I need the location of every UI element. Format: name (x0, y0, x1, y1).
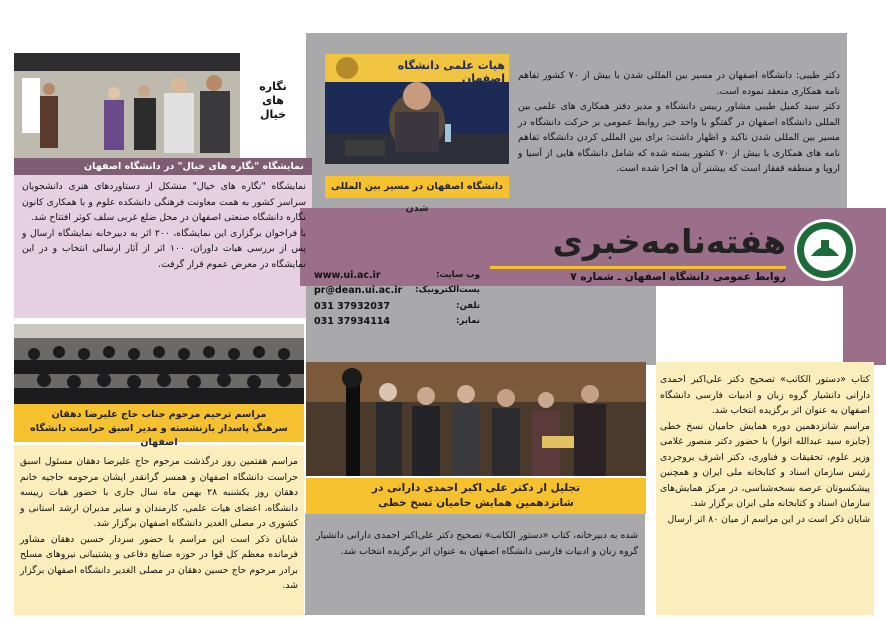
exhibition-logo (248, 80, 298, 122)
award-ceremony-image (306, 362, 646, 476)
award-body-right (660, 372, 870, 527)
exhibition-photo (14, 53, 240, 158)
award-right-paragraph: مراسم شانزدهمین دوره همایش حامیان نسخ خطی (جایزه سید عبدالله انوار) با حضور دکتر منصور غلامی وزیر علوم، تحقیقات و فناوری، دکتر اشرف بروجردی رئیس سازمان اسناد و کتابخانه ملی ایران و همچنین پیشکسوتان عرصه نسخه‌شناسی، در مرکز همایش‌های سازمان اسناد و کتابخانه ملی ایران برگزار شد. (660, 420, 870, 509)
exhibition-image (14, 53, 240, 158)
email-value[interactable]: pr@dean.ui.ac.ir (314, 285, 403, 296)
award-photo (306, 362, 646, 476)
memorial-paragraph: مراسم هفتمین روز درگذشت مرحوم حاج علیرضا دهقان مسئول اسبق حراست دانشگاه اصفهان و همسر گرانقدر ایشان مرحومه حاجیه خانم دهقان روز یکشنبه ۲۸ بهمن ماه سال جاری با حضور هیات رییسه دانشگاه، اعضای هیات علمی، کارمندان و سایر مدیران ارشد استانی و کشوری در مصلی الغدیر دانشگاه اصفهان برگزار شد. (20, 456, 298, 529)
award-paragraph: شده به دبیرخانه، کتاب «دستور الکاتب» تصحیح دکتر علی‌اکبر احمدی دارانی دانشیار گروه زبان و ادبیات فارسی دانشگاه اصفهان به عنوان اثر برگزیده انتخاب شد. (316, 530, 638, 557)
logo-line: خیال (259, 108, 287, 121)
university-seal-icon (793, 218, 857, 282)
fax-value: 031 37934114 (314, 316, 391, 327)
international-caption: دانشگاه اصفهان در مسیر بین المللی شدن (325, 176, 509, 198)
memorial-paragraph: شایان ذکر است این مراسم با حضور سردار حسین دهقان مشاور فرمانده معظم کل قوا در حوزه صنایع دفاعی و پشتیبانی نیروهای مسلح برادر مرحوم حاج حسین دهقان در مصلی الغدیر دانشگاه اصفهان برگزار شد. (20, 533, 298, 591)
memorial-caption-line: مراسم ترحیم مرحوم جناب حاج علیرضا دهقان (51, 409, 267, 420)
exhibition-caption: نمایشگاه "نگاره های خیال" در دانشگاه اصفهان (14, 158, 312, 175)
email-label: پست‌الکترونیک: (415, 285, 480, 295)
award-caption-line: تجلیل از دکتر علی اکبر احمدی دارانی در (371, 482, 581, 494)
fax-label: نمابر: (456, 316, 480, 326)
award-caption-line: شانزدهمین همایش حامیان نسخ خطی (378, 497, 574, 509)
award-body-bottom (316, 528, 638, 559)
international-body (518, 68, 840, 177)
newsletter-subtitle: روابط عمومی دانشگاه اصفهان ـ شماره ۷ (570, 271, 786, 283)
title-underline (490, 266, 786, 269)
university-logo (793, 218, 857, 282)
contact-block (312, 268, 480, 334)
memorial-photo (14, 324, 304, 404)
international-paragraph: دکتر طیبی: دانشگاه اصفهان در مسیر بین المللی شدن با بیش از ۷۰ کشور تفاهم نامه همکاری منعقد نموده است. (518, 70, 840, 97)
award-caption (306, 478, 646, 514)
website-label: وب سایت: (436, 270, 480, 280)
award-right-paragraph: شایان ذکر است در این مراسم از میان ۸۰ اثر ارسال (667, 513, 870, 525)
newsletter-title: هفته‌نامه‌خبری (552, 222, 786, 261)
website-value[interactable]: www.ui.ac.ir (314, 270, 381, 281)
international-photo (325, 54, 509, 164)
exhibition-paragraph: نمایشگاه "نگاره های خیال" متشکل از دستاوردهای هنری دانشجویان سراسر کشور به همت معاونت فرهنگی دانشکده علوم و با همکاری کانون نگاره دانشگاه صنعتی اصفهان در محل ضلع غربی سلف کوثر افتتاح شد. (22, 181, 306, 223)
international-paragraph: دکتر سید کمیل طیبی مشاور رییس دانشگاه و مدیر دفتر همکاری های علمی بین المللی دانشگاه اصفهان در گفتگو با واحد خبر روابط عمومی بر حرکت دانشگاه در مسیر بین المللی شدن تاکید و اظهار داشت: برای بین المللی کردن دانشگاه تفاهم نامه های همکاری با بیش از ۷۰ کشور بسته شده که شامل دانشگاه هایی از آسیا و اروپا و منطقه قفقاز است که بیشتر آن ها اجرا شده است. (518, 101, 840, 174)
phone-value: 031 37932037 (314, 301, 391, 312)
memorial-caption-line: سرهنگ پاسدار بازنشسته و مدیر اسبق حراست دانشگاه اصفهان (30, 423, 288, 448)
logo-line: های (262, 94, 284, 107)
memorial-caption (14, 404, 304, 448)
phone-label: تلفن: (456, 301, 480, 311)
award-right-paragraph: کتاب «دستور الکاتب» تصحیح دکتر علی‌اکبر احمدی دارانی دانشیار گروه زبان و ادبیات فارسی دانشگاه اصفهان به عنوان اثر برگزیده انتخاب شد. (660, 374, 870, 416)
exhibition-paragraph: با فراخوان برگزاری این نمایشگاه، ۲۰۰ اثر به دبیرخانه نمایشگاه ارسال و پس از بررسی هیات داوران، ۱۰۰ اثر از آثار ارسالی انتخاب و در این نمایشگاه در معرض عموم قرار گرفت. (22, 227, 306, 270)
right-mauve-strip (843, 285, 886, 365)
exhibition-body (22, 179, 306, 272)
logo-line: نگاره (259, 80, 287, 93)
logo-caption: اصفهان (811, 258, 839, 266)
memorial-body (20, 454, 298, 594)
photo-banner-text: هیات علمی دانشگاه اصفهان (397, 59, 505, 85)
memorial-crowd-image (14, 324, 304, 404)
